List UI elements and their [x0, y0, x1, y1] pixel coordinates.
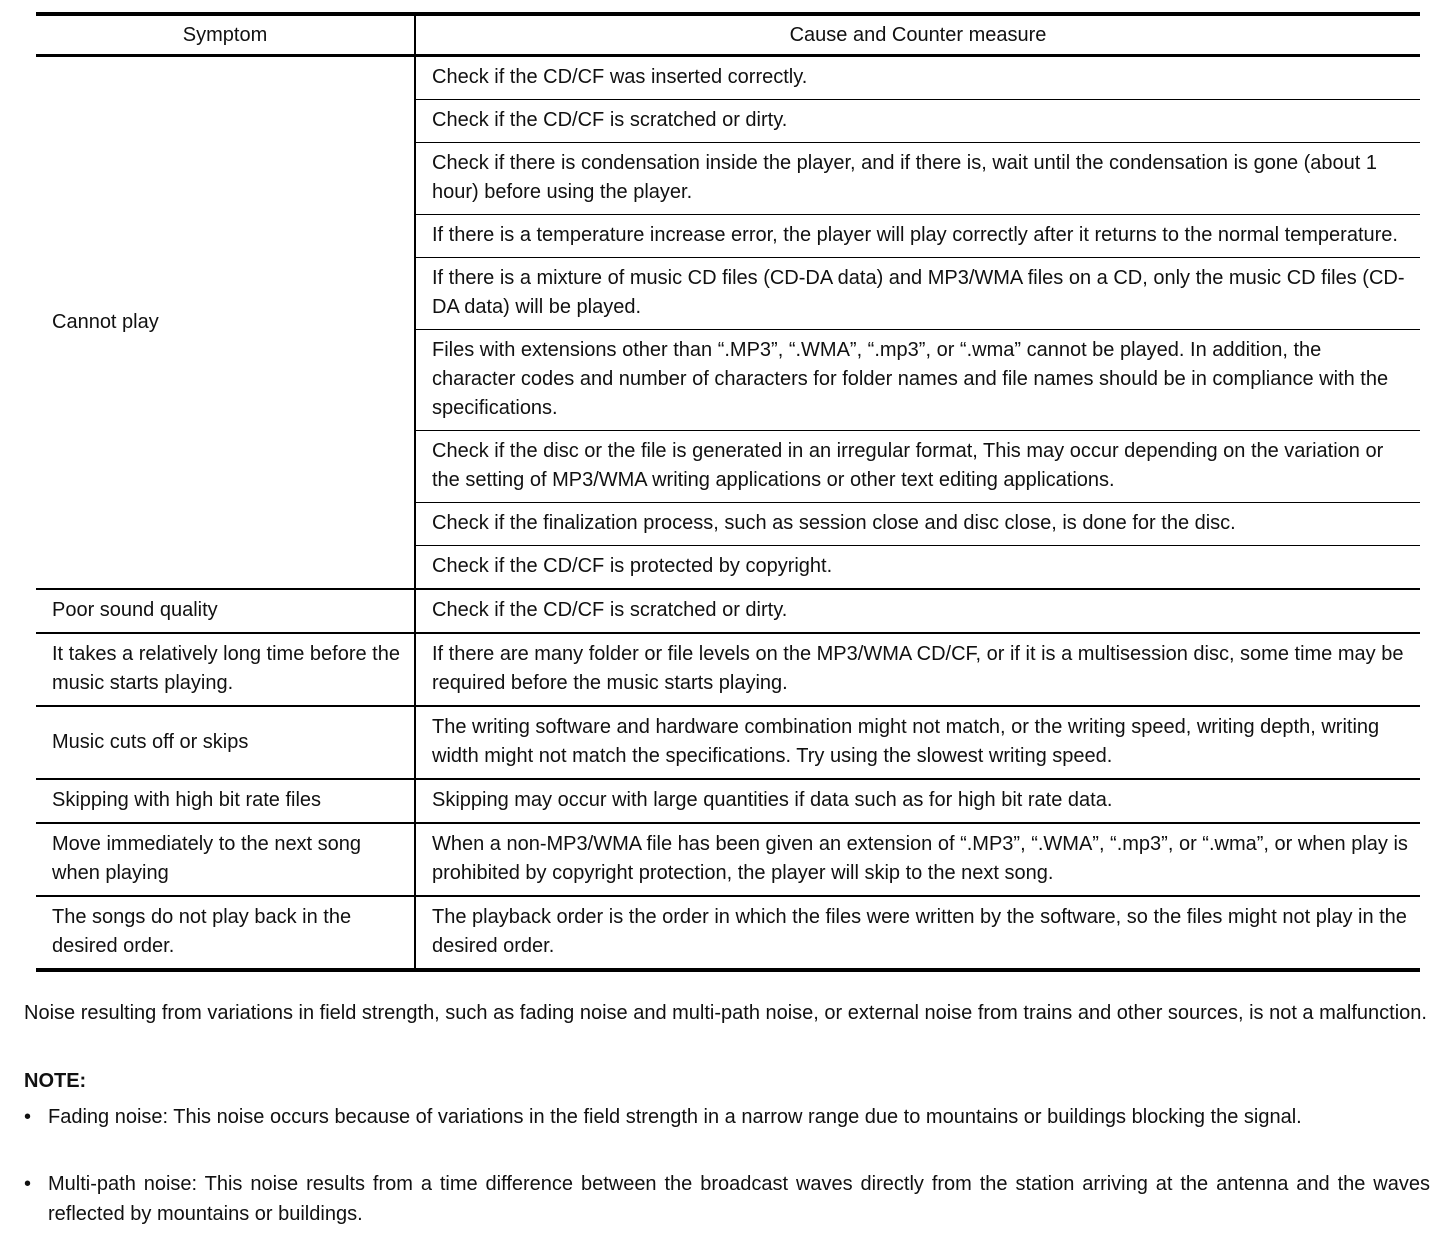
symptom-cell: Cannot play [36, 56, 415, 590]
note-heading: NOTE: [24, 1070, 87, 1092]
table-row [36, 633, 1420, 706]
cause-cell: Skipping may occur with large quantities if data such as for high bit rate data. [415, 779, 1420, 823]
cause-cell: If there is a temperature increase error, the player will play correctly after it returns to the normal temperature. [415, 215, 1420, 258]
cause-cell: Check if the CD/CF is protected by copyright. [415, 546, 1420, 590]
cause-column-header: Cause and Counter measure [415, 14, 1420, 56]
table-row [36, 779, 1420, 823]
cause-cell: If there are many folder or file levels on the MP3/WMA CD/CF, or if it is a multisession disc, some time may be required before the music starts playing. [415, 633, 1420, 706]
bullet-glyph: • [24, 1106, 32, 1128]
cause-cell: When a non-MP3/WMA file has been given an extension of “.MP3”, “.WMA”, “.mp3”, or “.wma”, or when play is prohibited by copyright protection, the player will skip to the next song. [415, 823, 1420, 896]
table-row [36, 589, 1420, 633]
note-bullet-item [24, 1169, 1430, 1229]
symptom-cell: Move immediately to the next song when playing [36, 823, 415, 896]
cause-cell: Check if there is condensation inside the player, and if there is, wait until the condensation is gone (about 1 hour) before using the player. [415, 143, 1420, 215]
symptom-cell: Poor sound quality [36, 589, 415, 633]
cause-cell: Check if the CD/CF was inserted correctly. [415, 56, 1420, 100]
table-row [36, 896, 1420, 970]
table-header-row [36, 14, 1420, 56]
symptom-cell: It takes a relatively long time before the music starts playing. [36, 633, 415, 706]
symptom-cell: The songs do not play back in the desired order. [36, 896, 415, 970]
cause-cell: Check if the CD/CF is scratched or dirty. [415, 100, 1420, 143]
table-row [36, 56, 1420, 100]
troubleshooting-table [36, 12, 1420, 972]
cause-cell: Check if the finalization process, such as session close and disc close, is done for the disc. [415, 503, 1420, 546]
symptom-column-header: Symptom [36, 14, 415, 56]
note-bullet-item [24, 1102, 1430, 1132]
table-row [36, 706, 1420, 779]
table-row [36, 823, 1420, 896]
noise-disclaimer-paragraph: Noise resulting from variations in field strength, such as fading noise and multi-path noise, or external noise from trains and other sources, is not a malfunction. [24, 1002, 1427, 1024]
note-bullet-text: Fading noise: This noise occurs because of variations in the field strength in a narrow range due to mountains or buildings blocking the signal. [48, 1106, 1302, 1128]
cause-cell: The writing software and hardware combination might not match, or the writing speed, writing depth, writing width might not match the specifications. Try using the slowest writing speed. [415, 706, 1420, 779]
table-body [36, 56, 1420, 971]
symptom-cell: Music cuts off or skips [36, 706, 415, 779]
cause-cell: Files with extensions other than “.MP3”, “.WMA”, “.mp3”, or “.wma” cannot be played. In addition, the character codes and number of characters for folder names and file names should be in compliance with the specifications. [415, 330, 1420, 431]
note-bullet-text: Multi-path noise: This noise results from a time difference between the broadcast waves directly from the station arriving at the antenna and the waves reflected by mountains or buildings. [48, 1173, 1430, 1225]
symptom-cell: Skipping with high bit rate files [36, 779, 415, 823]
cause-cell: Check if the CD/CF is scratched or dirty. [415, 589, 1420, 633]
cause-cell: Check if the disc or the file is generated in an irregular format, This may occur depending on the variation or the setting of MP3/WMA writing applications or other text editing applications. [415, 431, 1420, 503]
bullet-glyph: • [24, 1173, 32, 1195]
cause-cell: The playback order is the order in which the files were written by the software, so the files might not play in the desired order. [415, 896, 1420, 970]
cause-cell: If there is a mixture of music CD files (CD-DA data) and MP3/WMA files on a CD, only the music CD files (CD-DA data) will be played. [415, 258, 1420, 330]
